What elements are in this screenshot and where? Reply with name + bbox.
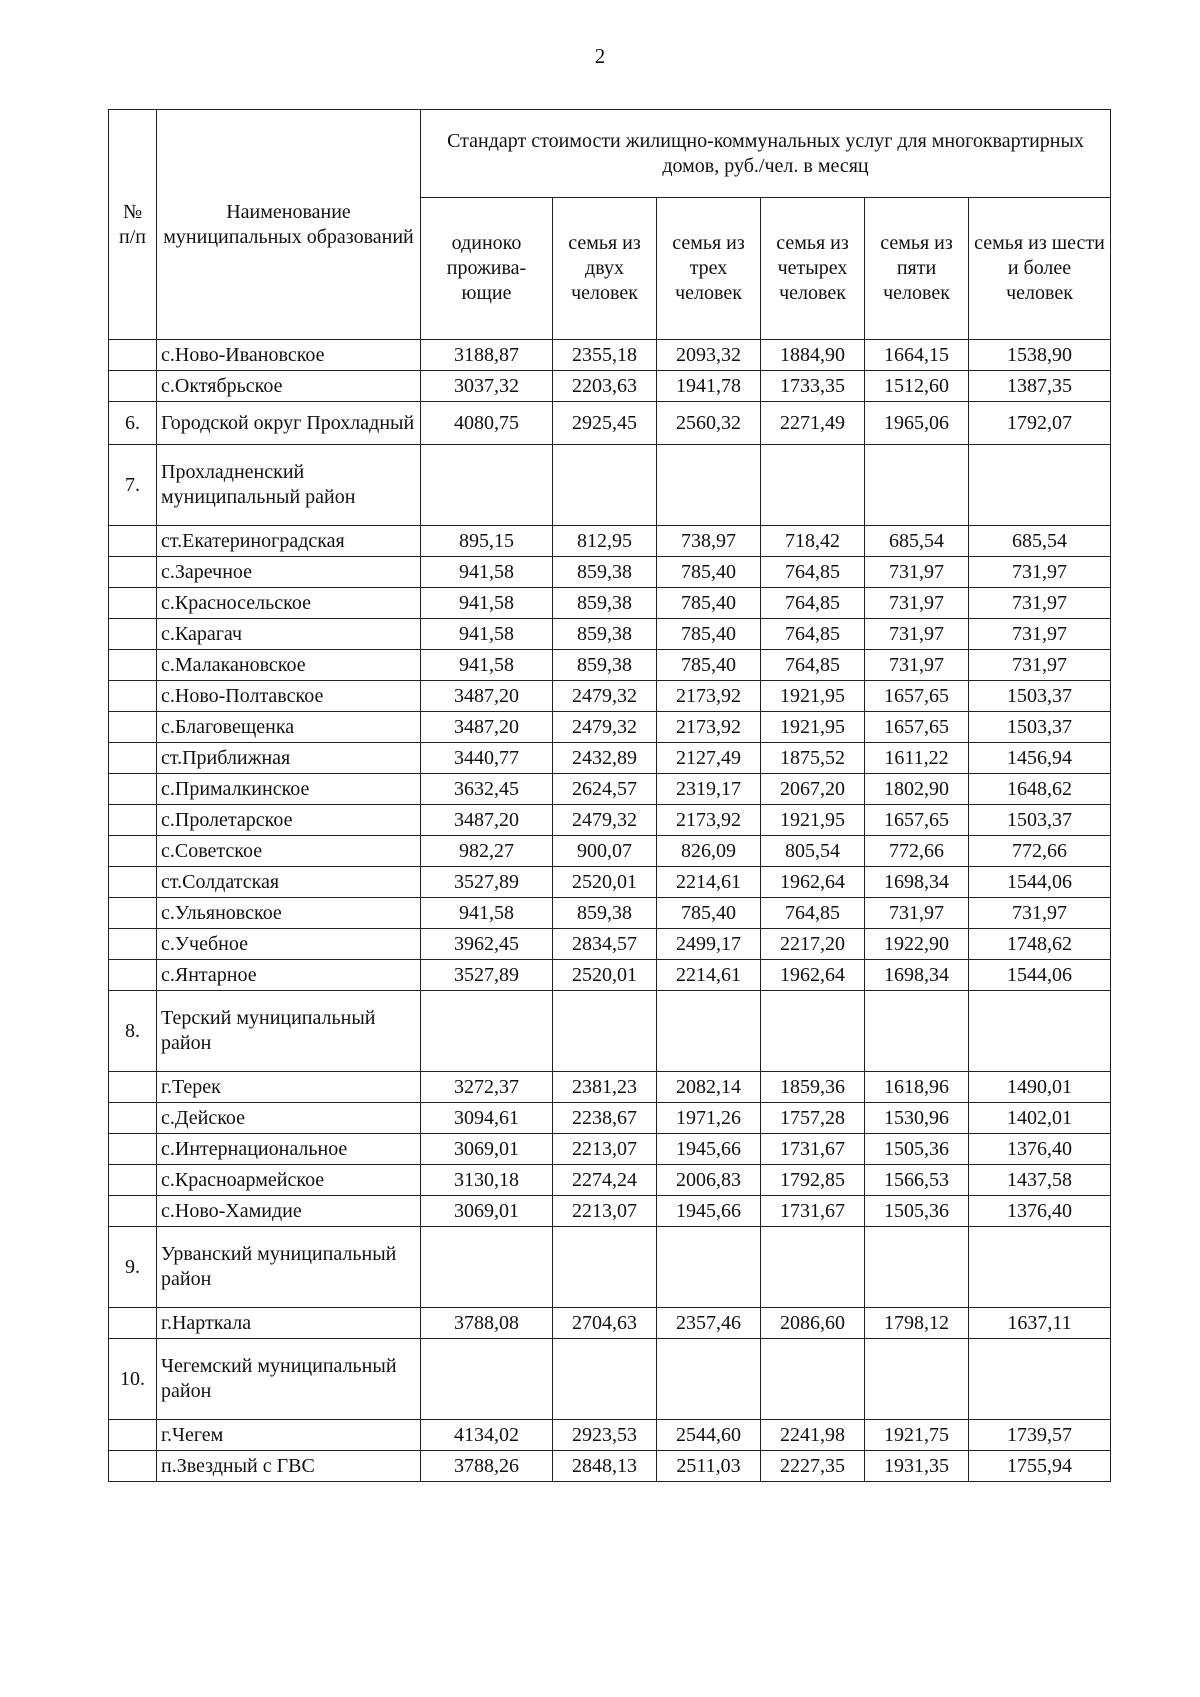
row-number xyxy=(109,619,157,650)
value-cell: 859,38 xyxy=(553,619,657,650)
value-cell: 2238,67 xyxy=(553,1103,657,1134)
municipality-name: с.Пролетарское xyxy=(157,805,421,836)
value-cell: 1530,96 xyxy=(865,1103,969,1134)
value-cell: 2499,17 xyxy=(657,929,761,960)
value-cell: 2479,32 xyxy=(553,712,657,743)
value-cell xyxy=(969,445,1111,526)
value-cell: 4134,02 xyxy=(421,1420,553,1451)
value-cell: 2203,63 xyxy=(553,371,657,402)
page-number: 2 xyxy=(594,44,606,68)
value-cell: 1618,96 xyxy=(865,1072,969,1103)
value-cell: 895,15 xyxy=(421,526,553,557)
value-cell: 2925,45 xyxy=(553,402,657,445)
municipality-name: с.Учебное xyxy=(157,929,421,960)
value-cell: 772,66 xyxy=(865,836,969,867)
municipality-name: с.Прималкинское xyxy=(157,774,421,805)
value-cell: 2173,92 xyxy=(657,712,761,743)
value-cell: 1931,35 xyxy=(865,1451,969,1482)
table-row xyxy=(109,371,1111,402)
table-row xyxy=(109,836,1111,867)
row-number xyxy=(109,1103,157,1134)
table-row xyxy=(109,340,1111,371)
row-number xyxy=(109,805,157,836)
value-cell xyxy=(969,1339,1111,1420)
value-cell: 1945,66 xyxy=(657,1134,761,1165)
table-row xyxy=(109,557,1111,588)
value-cell: 1544,06 xyxy=(969,867,1111,898)
value-cell: 1437,58 xyxy=(969,1165,1111,1196)
value-cell: 812,95 xyxy=(553,526,657,557)
value-cell xyxy=(865,445,969,526)
row-number xyxy=(109,836,157,867)
value-cell: 1490,01 xyxy=(969,1072,1111,1103)
value-cell xyxy=(865,1339,969,1420)
value-cell: 3188,87 xyxy=(421,340,553,371)
value-cell: 731,97 xyxy=(969,898,1111,929)
value-cell: 1921,95 xyxy=(761,712,865,743)
value-cell: 1962,64 xyxy=(761,867,865,898)
value-cell xyxy=(761,445,865,526)
header-col-three: семья из трех человек xyxy=(657,198,761,340)
value-cell xyxy=(761,1227,865,1308)
value-cell: 2093,32 xyxy=(657,340,761,371)
municipality-name: с.Ново-Полтавское xyxy=(157,681,421,712)
value-cell: 1402,01 xyxy=(969,1103,1111,1134)
row-number xyxy=(109,1308,157,1339)
value-cell: 1755,94 xyxy=(969,1451,1111,1482)
value-cell: 1387,35 xyxy=(969,371,1111,402)
group-row xyxy=(109,445,1111,526)
value-cell: 731,97 xyxy=(865,619,969,650)
row-number: 8. xyxy=(109,991,157,1072)
value-cell: 685,54 xyxy=(865,526,969,557)
value-cell: 3130,18 xyxy=(421,1165,553,1196)
value-cell: 941,58 xyxy=(421,650,553,681)
municipality-name: г.Терек xyxy=(157,1072,421,1103)
value-cell: 1971,26 xyxy=(657,1103,761,1134)
value-cell: 1798,12 xyxy=(865,1308,969,1339)
value-cell: 2432,89 xyxy=(553,743,657,774)
group-row xyxy=(109,1227,1111,1308)
header-col-single: одиноко прожива-ющие xyxy=(421,198,553,340)
value-cell: 859,38 xyxy=(553,650,657,681)
row-number: 6. xyxy=(109,402,157,445)
value-cell: 1611,22 xyxy=(865,743,969,774)
value-cell: 2848,13 xyxy=(553,1451,657,1482)
group-row xyxy=(109,1339,1111,1420)
value-cell: 2704,63 xyxy=(553,1308,657,1339)
table-row xyxy=(109,743,1111,774)
value-cell: 1538,90 xyxy=(969,340,1111,371)
table-row xyxy=(109,681,1111,712)
value-cell xyxy=(865,991,969,1072)
municipality-name: п.Звездный с ГВС xyxy=(157,1451,421,1482)
value-cell: 1921,95 xyxy=(761,681,865,712)
value-cell: 1657,65 xyxy=(865,712,969,743)
value-cell: 731,97 xyxy=(969,588,1111,619)
value-cell: 764,85 xyxy=(761,898,865,929)
value-cell: 2173,92 xyxy=(657,805,761,836)
value-cell: 2560,32 xyxy=(657,402,761,445)
row-number xyxy=(109,557,157,588)
row-number xyxy=(109,1420,157,1451)
value-cell: 2006,83 xyxy=(657,1165,761,1196)
value-cell: 1376,40 xyxy=(969,1196,1111,1227)
value-cell: 785,40 xyxy=(657,898,761,929)
value-cell: 731,97 xyxy=(969,557,1111,588)
table-row xyxy=(109,1308,1111,1339)
value-cell: 1505,36 xyxy=(865,1196,969,1227)
header-name: Наименование муниципальных образований xyxy=(157,110,421,340)
table-row xyxy=(109,1103,1111,1134)
value-cell: 1884,90 xyxy=(761,340,865,371)
row-number: 9. xyxy=(109,1227,157,1308)
value-cell: 1875,52 xyxy=(761,743,865,774)
value-cell: 764,85 xyxy=(761,557,865,588)
municipality-name: с.Октябрьское xyxy=(157,371,421,402)
table-row xyxy=(109,960,1111,991)
group-name: Прохладненский муниципальный район xyxy=(157,445,421,526)
municipality-name: г.Нарткала xyxy=(157,1308,421,1339)
row-number xyxy=(109,1072,157,1103)
value-cell: 2479,32 xyxy=(553,681,657,712)
value-cell: 3487,20 xyxy=(421,805,553,836)
value-cell: 2173,92 xyxy=(657,681,761,712)
table-row xyxy=(109,774,1111,805)
row-number xyxy=(109,650,157,681)
value-cell: 1731,67 xyxy=(761,1134,865,1165)
row-number xyxy=(109,1134,157,1165)
value-cell: 982,27 xyxy=(421,836,553,867)
value-cell: 2217,20 xyxy=(761,929,865,960)
municipality-name: с.Красноармейское xyxy=(157,1165,421,1196)
value-cell: 941,58 xyxy=(421,898,553,929)
value-cell: 2271,49 xyxy=(761,402,865,445)
value-cell: 1657,65 xyxy=(865,805,969,836)
value-cell: 731,97 xyxy=(865,898,969,929)
value-cell: 1921,95 xyxy=(761,805,865,836)
value-cell: 3094,61 xyxy=(421,1103,553,1134)
value-cell xyxy=(865,1227,969,1308)
value-cell: 1698,34 xyxy=(865,867,969,898)
value-cell: 785,40 xyxy=(657,557,761,588)
value-cell: 1637,11 xyxy=(969,1308,1111,1339)
value-cell: 941,58 xyxy=(421,557,553,588)
value-cell: 2624,57 xyxy=(553,774,657,805)
value-cell: 3632,45 xyxy=(421,774,553,805)
group-name: Чегемский муниципальный район xyxy=(157,1339,421,1420)
value-cell: 3487,20 xyxy=(421,681,553,712)
value-cell xyxy=(421,1339,553,1420)
value-cell xyxy=(553,445,657,526)
value-cell: 2086,60 xyxy=(761,1308,865,1339)
table-row xyxy=(109,1196,1111,1227)
municipality-name: г.Чегем xyxy=(157,1420,421,1451)
header-col-two: семья из двух человек xyxy=(553,198,657,340)
value-cell xyxy=(969,1227,1111,1308)
value-cell: 1512,60 xyxy=(865,371,969,402)
value-cell: 1698,34 xyxy=(865,960,969,991)
value-cell: 2520,01 xyxy=(553,960,657,991)
value-cell xyxy=(553,1339,657,1420)
municipality-name: с.Заречное xyxy=(157,557,421,588)
value-cell: 3272,37 xyxy=(421,1072,553,1103)
value-cell: 4080,75 xyxy=(421,402,553,445)
value-cell: 1802,90 xyxy=(865,774,969,805)
value-cell: 2067,20 xyxy=(761,774,865,805)
value-cell: 2355,18 xyxy=(553,340,657,371)
value-cell: 1505,36 xyxy=(865,1134,969,1165)
value-cell: 859,38 xyxy=(553,898,657,929)
municipality-name: с.Интернациональное xyxy=(157,1134,421,1165)
row-number: 7. xyxy=(109,445,157,526)
value-cell: 731,97 xyxy=(969,619,1111,650)
row-number xyxy=(109,681,157,712)
value-cell: 2213,07 xyxy=(553,1196,657,1227)
value-cell: 2213,07 xyxy=(553,1134,657,1165)
municipality-name: с.Благовещенка xyxy=(157,712,421,743)
municipality-name: с.Красносельское xyxy=(157,588,421,619)
value-cell xyxy=(657,1227,761,1308)
group-row xyxy=(109,402,1111,445)
table-row xyxy=(109,1420,1111,1451)
value-cell xyxy=(969,991,1111,1072)
row-number xyxy=(109,1165,157,1196)
row-number xyxy=(109,960,157,991)
value-cell: 3069,01 xyxy=(421,1134,553,1165)
value-cell: 685,54 xyxy=(969,526,1111,557)
row-number xyxy=(109,898,157,929)
value-cell: 2274,24 xyxy=(553,1165,657,1196)
value-cell: 1731,67 xyxy=(761,1196,865,1227)
value-cell: 2319,17 xyxy=(657,774,761,805)
table-row xyxy=(109,526,1111,557)
value-cell: 764,85 xyxy=(761,650,865,681)
value-cell xyxy=(553,991,657,1072)
municipality-name: ст.Солдатская xyxy=(157,867,421,898)
value-cell: 1945,66 xyxy=(657,1196,761,1227)
table-row xyxy=(109,712,1111,743)
table-row xyxy=(109,898,1111,929)
municipality-name: с.Карагач xyxy=(157,619,421,650)
value-cell: 3527,89 xyxy=(421,867,553,898)
row-number xyxy=(109,774,157,805)
value-cell xyxy=(657,991,761,1072)
header-group: Стандарт стоимости жилищно-коммунальных услуг для многоквартирных домов, руб./чел. в месяц xyxy=(421,110,1111,198)
value-cell xyxy=(421,445,553,526)
table-row xyxy=(109,805,1111,836)
row-number xyxy=(109,526,157,557)
row-number xyxy=(109,588,157,619)
tariff-table xyxy=(108,109,1111,1482)
header-col-six: семья из шести и более человек xyxy=(969,198,1111,340)
value-cell: 1503,37 xyxy=(969,681,1111,712)
table-row xyxy=(109,1072,1111,1103)
group-name: Урванский муниципальный район xyxy=(157,1227,421,1308)
header-col-four: семья из четырех человек xyxy=(761,198,865,340)
value-cell: 1962,64 xyxy=(761,960,865,991)
value-cell: 2544,60 xyxy=(657,1420,761,1451)
value-cell: 3962,45 xyxy=(421,929,553,960)
value-cell: 900,07 xyxy=(553,836,657,867)
value-cell: 731,97 xyxy=(865,588,969,619)
group-row xyxy=(109,991,1111,1072)
value-cell: 826,09 xyxy=(657,836,761,867)
table-row xyxy=(109,867,1111,898)
row-number xyxy=(109,712,157,743)
value-cell: 718,42 xyxy=(761,526,865,557)
value-cell: 1657,65 xyxy=(865,681,969,712)
value-cell: 941,58 xyxy=(421,619,553,650)
value-cell: 2357,46 xyxy=(657,1308,761,1339)
table-body xyxy=(109,340,1111,1482)
row-number xyxy=(109,1196,157,1227)
value-cell: 2227,35 xyxy=(761,1451,865,1482)
value-cell: 738,97 xyxy=(657,526,761,557)
municipality-name: с.Ново-Ивановское xyxy=(157,340,421,371)
value-cell: 2241,98 xyxy=(761,1420,865,1451)
row-number xyxy=(109,1451,157,1482)
value-cell: 1544,06 xyxy=(969,960,1111,991)
row-number xyxy=(109,867,157,898)
value-cell: 2381,23 xyxy=(553,1072,657,1103)
value-cell: 805,54 xyxy=(761,836,865,867)
value-cell: 1921,75 xyxy=(865,1420,969,1451)
municipality-name: с.Ульяновское xyxy=(157,898,421,929)
row-number xyxy=(109,743,157,774)
value-cell: 941,58 xyxy=(421,588,553,619)
value-cell: 1748,62 xyxy=(969,929,1111,960)
value-cell: 731,97 xyxy=(969,650,1111,681)
value-cell xyxy=(761,991,865,1072)
value-cell: 764,85 xyxy=(761,588,865,619)
value-cell: 2520,01 xyxy=(553,867,657,898)
value-cell: 785,40 xyxy=(657,588,761,619)
municipality-name: с.Малакановское xyxy=(157,650,421,681)
value-cell: 1503,37 xyxy=(969,805,1111,836)
value-cell: 2834,57 xyxy=(553,929,657,960)
municipality-name: с.Дейское xyxy=(157,1103,421,1134)
value-cell: 1941,78 xyxy=(657,371,761,402)
value-cell: 859,38 xyxy=(553,588,657,619)
value-cell: 2127,49 xyxy=(657,743,761,774)
value-cell: 1965,06 xyxy=(865,402,969,445)
value-cell: 3487,20 xyxy=(421,712,553,743)
municipality-name: ст.Приближная xyxy=(157,743,421,774)
value-cell: 1503,37 xyxy=(969,712,1111,743)
value-cell: 1664,15 xyxy=(865,340,969,371)
municipality-name: ст.Екатериноградская xyxy=(157,526,421,557)
value-cell xyxy=(761,1339,865,1420)
header-num: № п/п xyxy=(109,110,157,340)
value-cell: 3037,32 xyxy=(421,371,553,402)
value-cell: 3527,89 xyxy=(421,960,553,991)
value-cell: 1648,62 xyxy=(969,774,1111,805)
value-cell: 1757,28 xyxy=(761,1103,865,1134)
value-cell: 772,66 xyxy=(969,836,1111,867)
value-cell: 1922,90 xyxy=(865,929,969,960)
value-cell: 859,38 xyxy=(553,557,657,588)
value-cell: 1739,57 xyxy=(969,1420,1111,1451)
value-cell: 731,97 xyxy=(865,557,969,588)
row-number xyxy=(109,371,157,402)
value-cell xyxy=(553,1227,657,1308)
table-row xyxy=(109,588,1111,619)
value-cell: 2214,61 xyxy=(657,867,761,898)
header-col-five: семья из пяти человек xyxy=(865,198,969,340)
row-number xyxy=(109,340,157,371)
value-cell xyxy=(657,1339,761,1420)
value-cell xyxy=(657,445,761,526)
value-cell: 1792,07 xyxy=(969,402,1111,445)
value-cell: 1859,36 xyxy=(761,1072,865,1103)
value-cell xyxy=(421,1227,553,1308)
value-cell: 2511,03 xyxy=(657,1451,761,1482)
value-cell: 2479,32 xyxy=(553,805,657,836)
value-cell: 3788,26 xyxy=(421,1451,553,1482)
value-cell: 1566,53 xyxy=(865,1165,969,1196)
value-cell: 3069,01 xyxy=(421,1196,553,1227)
value-cell xyxy=(421,991,553,1072)
value-cell: 1733,35 xyxy=(761,371,865,402)
group-name: Городской округ Прохладный xyxy=(157,402,421,445)
value-cell: 2923,53 xyxy=(553,1420,657,1451)
table-row xyxy=(109,1451,1111,1482)
municipality-name: с.Янтарное xyxy=(157,960,421,991)
row-number: 10. xyxy=(109,1339,157,1420)
table-row xyxy=(109,1165,1111,1196)
table-row xyxy=(109,650,1111,681)
group-name: Терский муниципальный район xyxy=(157,991,421,1072)
value-cell: 3440,77 xyxy=(421,743,553,774)
table-row xyxy=(109,1134,1111,1165)
value-cell: 1792,85 xyxy=(761,1165,865,1196)
value-cell: 1376,40 xyxy=(969,1134,1111,1165)
row-number xyxy=(109,929,157,960)
value-cell: 3788,08 xyxy=(421,1308,553,1339)
value-cell: 2214,61 xyxy=(657,960,761,991)
table-row xyxy=(109,929,1111,960)
municipality-name: с.Советское xyxy=(157,836,421,867)
value-cell: 1456,94 xyxy=(969,743,1111,774)
value-cell: 731,97 xyxy=(865,650,969,681)
value-cell: 764,85 xyxy=(761,619,865,650)
value-cell: 785,40 xyxy=(657,650,761,681)
municipality-name: с.Ново-Хамидие xyxy=(157,1196,421,1227)
value-cell: 785,40 xyxy=(657,619,761,650)
table-row xyxy=(109,619,1111,650)
value-cell: 2082,14 xyxy=(657,1072,761,1103)
